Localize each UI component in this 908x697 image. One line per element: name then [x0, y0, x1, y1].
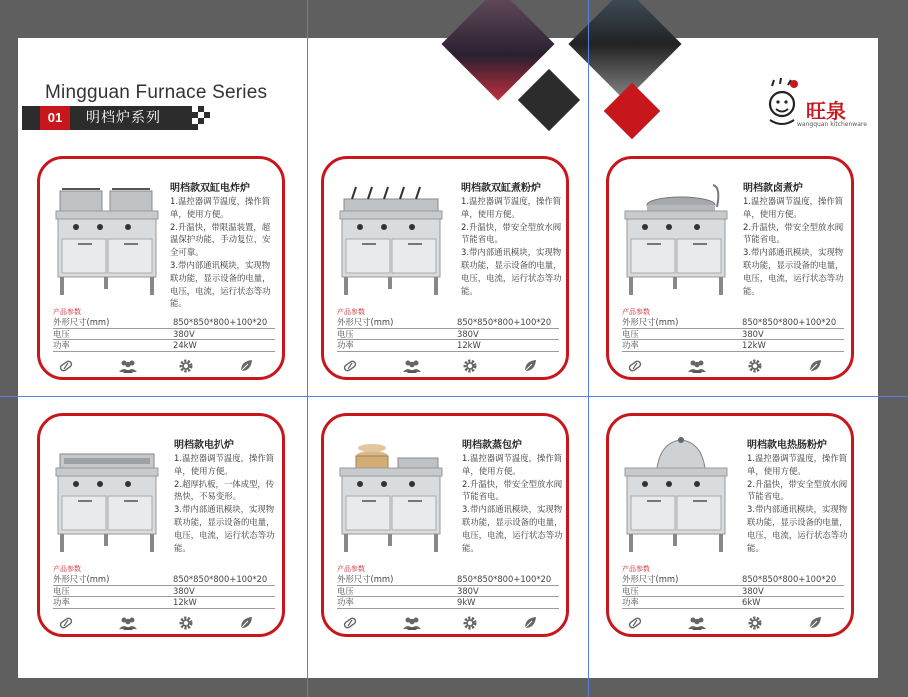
- feature-icons: [342, 358, 552, 374]
- param-row-voltage: [622, 329, 844, 341]
- feature-line: 1.温控器调节温度，操作简单，使用方便。: [170, 196, 271, 219]
- param-row-size: [53, 574, 275, 586]
- param-label: 外形尺寸(mm): [53, 317, 110, 327]
- feature-icons: [627, 615, 837, 631]
- param-row-size: [337, 574, 559, 586]
- guide-line-v1: [307, 0, 308, 697]
- product-image: [617, 177, 735, 299]
- feature-line: 3.带内部通讯模块，实现物联功能，显示设备的电量，电压，电流，运行状态等功能。: [461, 247, 562, 296]
- param-value: 380V: [173, 328, 195, 339]
- param-value: 12kW: [173, 597, 197, 607]
- product-image: [332, 177, 450, 299]
- gear-icon: [178, 358, 194, 374]
- leaf-icon: [238, 358, 254, 374]
- param-row-power: [53, 340, 275, 352]
- params-table: [337, 574, 559, 609]
- params-table: [337, 317, 559, 352]
- param-label: 功率: [337, 340, 354, 350]
- param-row-power: [622, 340, 844, 352]
- feature-line: 2.升温快，带安全型放水阀节能省电。: [461, 221, 562, 245]
- pills-icon: [342, 358, 358, 374]
- product-image: [617, 434, 735, 556]
- param-value: 6kW: [742, 597, 761, 607]
- param-row-power: [337, 340, 559, 352]
- product-card: [606, 156, 854, 380]
- param-row-voltage: [53, 586, 275, 598]
- param-row-voltage: [337, 586, 559, 598]
- param-label: 功率: [622, 597, 639, 607]
- params-table: [53, 317, 275, 352]
- product-image: [48, 434, 166, 556]
- param-row-power: [337, 597, 559, 609]
- product-name: 明档款双缸煮粉炉: [461, 183, 541, 194]
- guide-line-h1: [0, 396, 908, 397]
- param-value: 380V: [742, 585, 764, 596]
- gear-icon: [178, 615, 194, 631]
- product-features: [462, 452, 568, 554]
- params-heading: 产品参数: [53, 308, 81, 316]
- param-row-power: [53, 597, 275, 609]
- leaf-icon: [807, 615, 823, 631]
- feature-icons: [58, 615, 268, 631]
- product-features: [170, 195, 276, 310]
- gear-icon: [462, 358, 478, 374]
- product-card: [321, 413, 569, 637]
- param-label: 电压: [622, 585, 639, 596]
- param-label: 外形尺寸(mm): [53, 574, 110, 584]
- pills-icon: [627, 358, 643, 374]
- leaf-icon: [807, 358, 823, 374]
- feature-line: 2.超厚扒板，一体成型，传热快，不易变形。: [174, 478, 275, 502]
- param-label: 外形尺寸(mm): [622, 317, 679, 327]
- product-features: [747, 452, 853, 554]
- param-label: 功率: [337, 597, 354, 607]
- param-value: 12kW: [457, 340, 481, 350]
- feature-icons: [58, 358, 268, 374]
- product-features: [461, 195, 567, 297]
- param-value: 850*850*800+100*20: [173, 574, 268, 584]
- param-value: 380V: [173, 585, 195, 596]
- people-icon: [687, 358, 703, 374]
- people-icon: [402, 615, 418, 631]
- brand-name: 旺泉: [806, 99, 846, 123]
- product-features: [743, 195, 849, 297]
- param-value: 380V: [457, 585, 479, 596]
- pills-icon: [58, 615, 74, 631]
- param-row-size: [622, 317, 844, 329]
- param-value: 850*850*800+100*20: [173, 317, 268, 327]
- param-value: 380V: [457, 328, 479, 339]
- pills-icon: [627, 615, 643, 631]
- param-label: 电压: [53, 585, 70, 596]
- leaf-icon: [238, 615, 254, 631]
- params-heading: 产品参数: [337, 565, 365, 573]
- product-name: 明档款电热肠粉炉: [747, 440, 827, 451]
- feature-line: 1.温控器调节温度，操作简单，使用方便。: [747, 453, 848, 476]
- param-row-voltage: [622, 586, 844, 598]
- series-title-en: Mingguan Furnace Series: [45, 82, 268, 103]
- product-name: 明档款蒸包炉: [462, 440, 522, 451]
- pills-icon: [342, 615, 358, 631]
- param-label: 电压: [337, 328, 354, 339]
- gear-icon: [462, 615, 478, 631]
- param-value: 850*850*800+100*20: [457, 317, 552, 327]
- product-card: [37, 413, 285, 637]
- pills-icon: [58, 358, 74, 374]
- brand-subtitle: wangquan kitchenware: [797, 121, 867, 128]
- product-image: [332, 434, 450, 556]
- feature-line: 2.升温快，带限温装置，超温保护功能，手动复位，安全可靠。: [170, 221, 271, 258]
- product-card: [321, 156, 569, 380]
- feature-line: 3.带内部通讯模块，实现物联功能，显示设备的电量，电压，电流，运行状态等功能。: [747, 504, 848, 553]
- feature-line: 1.温控器调节温度，操作简单，使用方便。: [461, 196, 562, 219]
- feature-icons: [342, 615, 552, 631]
- feature-line: 3.带内部通讯模块，实现物联功能，显示设备的电量，电压，电流，运行状态等功能。: [743, 247, 844, 296]
- params-table: [622, 574, 844, 609]
- params-heading: 产品参数: [622, 565, 650, 573]
- param-label: 功率: [622, 340, 639, 350]
- param-row-power: [622, 597, 844, 609]
- param-value: 24kW: [173, 340, 197, 350]
- params-heading: 产品参数: [622, 308, 650, 316]
- param-label: 电压: [337, 585, 354, 596]
- params-table: [622, 317, 844, 352]
- feature-line: 3.带内部通讯模块，实现物联功能，显示设备的电量，电压，电流，运行状态等功能。: [462, 504, 563, 553]
- gear-icon: [747, 615, 763, 631]
- feature-line: 1.温控器调节温度，操作简单，使用方便。: [174, 453, 275, 476]
- guide-line-v2: [588, 0, 589, 697]
- param-row-size: [337, 317, 559, 329]
- param-value: 850*850*800+100*20: [742, 317, 837, 327]
- feature-icons: [627, 358, 837, 374]
- product-image: [48, 177, 166, 299]
- param-value: 12kW: [742, 340, 766, 350]
- product-name: 明档款卤煮炉: [743, 183, 803, 194]
- param-label: 功率: [53, 597, 70, 607]
- feature-line: 2.升温快，带安全型放水阀节能省电。: [743, 221, 844, 245]
- people-icon: [402, 358, 418, 374]
- feature-line: 1.温控器调节温度，操作简单，使用方便。: [462, 453, 563, 476]
- product-name: 明档款双缸电炸炉: [170, 183, 250, 194]
- series-title-cn: 明档炉系列: [86, 110, 161, 126]
- params-heading: 产品参数: [53, 565, 81, 573]
- param-value: 9kW: [457, 597, 476, 607]
- feature-line: 2.升温快，带安全型放水阀节能省电。: [747, 478, 848, 502]
- leaf-icon: [522, 358, 538, 374]
- product-card: [37, 156, 285, 380]
- param-label: 外形尺寸(mm): [622, 574, 679, 584]
- product-card: [606, 413, 854, 637]
- param-value: 380V: [742, 328, 764, 339]
- product-features: [174, 452, 280, 554]
- gear-icon: [747, 358, 763, 374]
- params-table: [53, 574, 275, 609]
- series-number: 01: [40, 106, 70, 130]
- param-row-size: [53, 317, 275, 329]
- feature-line: 3.带内部通讯模块，实现物联功能，显示设备的电量，电压，电流，运行状态等功能。: [170, 259, 271, 309]
- param-label: 电压: [53, 328, 70, 339]
- product-name: 明档款电扒炉: [174, 440, 234, 451]
- params-heading: 产品参数: [337, 308, 365, 316]
- param-value: 850*850*800+100*20: [742, 574, 837, 584]
- feature-line: 2.升温快，带安全型放水阀节能省电。: [462, 478, 563, 502]
- feature-line: 3.带内部通讯模块，实现物联功能，显示设备的电量，电压，电流，运行状态等功能。: [174, 504, 275, 553]
- param-value: 850*850*800+100*20: [457, 574, 552, 584]
- param-label: 外形尺寸(mm): [337, 317, 394, 327]
- param-row-voltage: [337, 329, 559, 341]
- people-icon: [687, 615, 703, 631]
- param-label: 电压: [622, 328, 639, 339]
- param-row-size: [622, 574, 844, 586]
- people-icon: [118, 615, 134, 631]
- param-label: 外形尺寸(mm): [337, 574, 394, 584]
- feature-line: 1.温控器调节温度，操作简单，使用方便。: [743, 196, 844, 219]
- param-label: 功率: [53, 340, 70, 350]
- param-row-voltage: [53, 329, 275, 341]
- leaf-icon: [522, 615, 538, 631]
- people-icon: [118, 358, 134, 374]
